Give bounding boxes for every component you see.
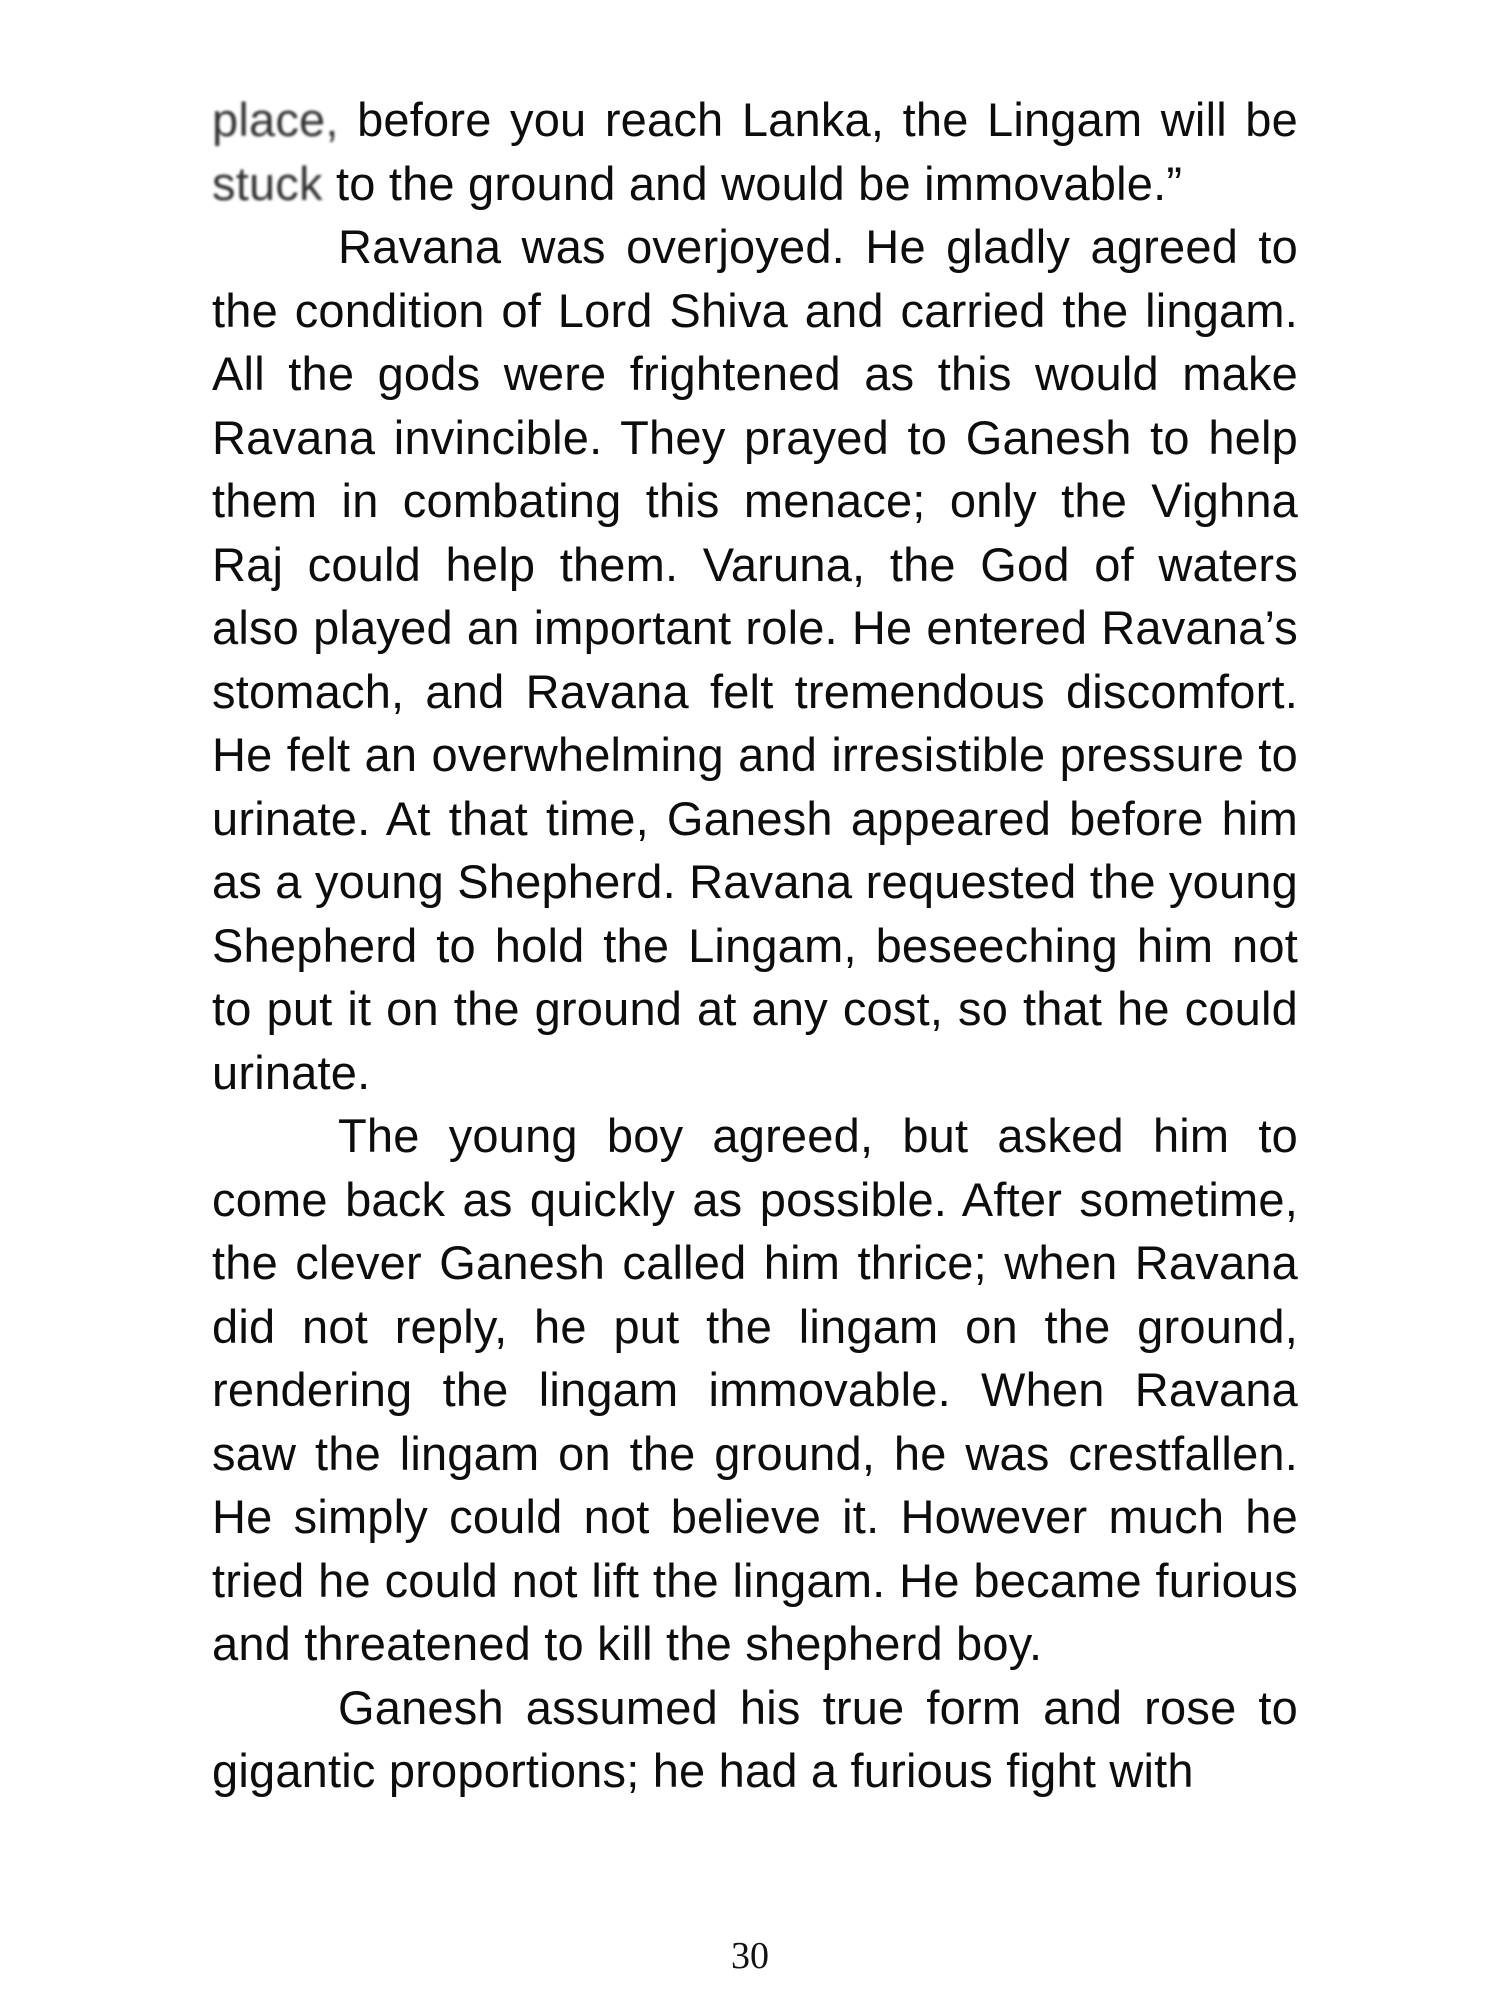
- text-segment: The young boy agreed, but asked him to come back as quickly as possible. After sometime, the clever Ganesh called him thrice; when Ravana did not reply, he put the lingam on the ground, rendering the lingam immovable. When Ravana saw the lingam on the ground, he was crestfallen. He simply could not believe it. However much he tried he could not lift the lingam. He became furious and threatened to kill the shepherd boy.: [212, 1109, 1298, 1670]
- text-segment: before you reach Lanka, the Lingam will be: [357, 93, 1298, 146]
- paragraph-3: [212, 1104, 1298, 1676]
- text-segment-blurred: stuck: [212, 156, 323, 210]
- body-text: [212, 88, 1298, 1803]
- paragraph-1: [212, 88, 1298, 215]
- text-segment-blurred: place,: [212, 93, 358, 146]
- paragraph-2: [212, 215, 1298, 1104]
- paragraph-4: [212, 1676, 1298, 1803]
- page-number: 30: [731, 1935, 769, 1977]
- text-segment: Ganesh assumed his true form and rose to gigantic proportions; he had a furious fight with: [212, 1680, 1298, 1797]
- text-segment: Ravana was overjoyed. He gladly agreed to the condition of Lord Shiva and carried the lingam. All the gods were frightened as this would make Ravana invincible. They prayed to Ganesh to help them in combating this menace; only the Vighna Raj could help them. Varuna, the God of waters also played an important role. He entered Ravana’s stomach, and Ravana felt tremendous discomfort. He felt an overwhelming and irresistible pressure to urinate. At that time, Ganesh appeared before him as a young Shepherd. Ravana requested the young Shepherd to hold the Lingam, beseeching him not to put it on the ground at any cost, so that he could urinate.: [212, 220, 1298, 1099]
- text-segment: to the ground and would be immovable.”: [322, 156, 1183, 210]
